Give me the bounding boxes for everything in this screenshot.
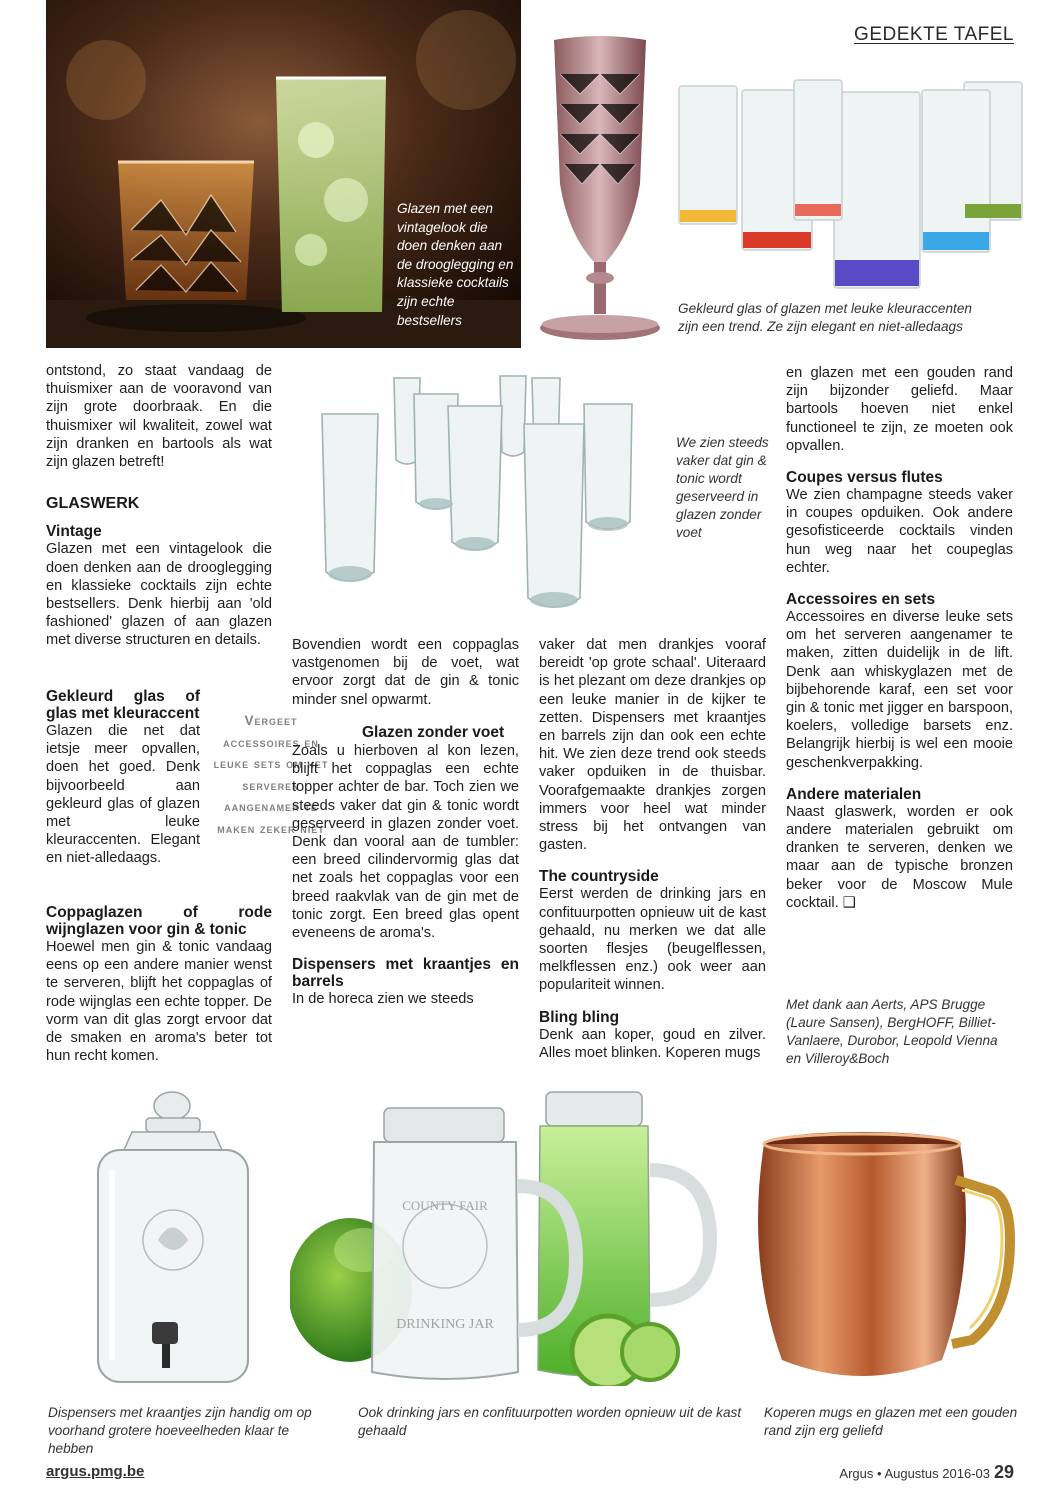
text-column-1c [46, 904, 272, 1065]
col1-gekleurd: Glazen die net dat ietsje meer opvallen, doen het goed. Denk bijvoorbeeld aan gekleurd glas of glazen met leuke kleuraccenten. Elegant en niet-alledaags. [46, 723, 200, 867]
text-column-4 [786, 364, 1013, 912]
caption-dispenser: Dispensers met kraantjes zijn handig om op voorhand grotere hoeveelheden klaar te hebben [48, 1405, 312, 1456]
col4-intro: en glazen met een gouden rand zijn bijzonder geliefd. Maar bartools hoeven niet enkel functioneel te zijn, ze moeten ook opvallen. [786, 365, 1013, 454]
caption-jars: Ook drinking jars en confituurpotten worden opnieuw uit de kast gehaald [358, 1405, 742, 1438]
photo-dispenser [92, 1090, 254, 1386]
footer-publication-name: Argus • Augustus 2016-03 [839, 1466, 990, 1481]
heading-dispensers: Dispensers met kraantjes en barrels [292, 956, 519, 991]
col4-accessoires: Accessoires en diverse leuke sets om het serveren aangenamer te maken, zitten duidelijk in de lift. Denk aan whiskyglazen met de bijbehorende karaf, een set voor gin & tonic met jigger en barspoon, koelers, volledige barsets enz. Belangrijk hierbij is wel een mooie geschenkverpakking. [786, 609, 1013, 771]
text-column-3 [539, 636, 766, 1062]
col4-coupes: We zien champagne steeds vaker in coupes opduiken. Ook andere gesofisticeerde cocktails vinden hun weg naar het coupeglas echter. [786, 487, 1013, 576]
heading-countryside: The countryside [539, 868, 659, 886]
col1-vintage: Glazen met een vintagelook die doen denken aan de drooglegging en klassieke cocktails zijn echte bestsellers. Denk hierbij aan 'old fashioned' glazen of aan glazen met diverse structuren en details. [46, 541, 272, 649]
photo-drinking-jars [290, 1090, 720, 1386]
caption-thanks: Met dank aan Aerts, APS Brugge (Laure Sansen), BergHOFF, Billiet-Vanlaere, Durobor, Leopold Vienna en Villeroy&Boch [786, 997, 998, 1066]
heading-bling: Bling bling [539, 1008, 620, 1026]
photo-copper-mug [752, 1130, 1022, 1392]
col2-zonder-voet: Zoals u hierboven al kon lezen, blijft het coppaglas een echte topper achter de bar. Toch zien we steeds vaker dat gin & tonic wordt geserveerd in glazen zonder voet. Denk dan vooral aan de tumbler: een breed cilindervormig glas dat net zoals het coppaglas voor een breed raakvlak van de gin met de tonic zorgt. Een breed glas opent eveneens de aroma's. [292, 743, 519, 942]
caption-colored-glasses: Gekleurd glas of glazen met leuke kleuraccenten zijn een trend. Ze zijn elegant en niet-alledaags [678, 301, 972, 334]
photo-stemless-glasses [318, 372, 658, 622]
col2-dispensers: In de horeca zien we steeds [292, 991, 474, 1008]
heading-zonder-voet: Glazen zonder voet [362, 724, 505, 741]
col3-intro: vaker dat men drankjes vooraf bereidt 'op grote schaal'. Uiteraard is het plezant om deze drankjes op een leuke manier in de kijker te zetten. Dispensers met kraantjes en barrels zijn dan ook een echte hit. We zien deze trend ook steeds vaker opduiken in de thuisbar. Voorafgemaakte drankjes zorgen immers voor heel wat minder stress bij het ontvangen van gasten. [539, 637, 766, 854]
col1-intro: ontstond, zo staat vandaag de thuismixer aan de vooravond van zijn grote doorbraak. En die thuismixer wil kwaliteit, zowel wat zijn dranken en bartools als wat zijn glazen betreft! [46, 363, 272, 471]
col3-countryside: Eerst werden de drinking jars en confituurpotten opnieuw uit de kast gehaald, nu merken we dat alle soorten flesjes (beugelflessen, melkflessen enz.) ook weer aan populariteit winnen. [539, 886, 766, 994]
heading-gekleurd: Gekleurd glas of glas met kleuraccent [46, 688, 200, 722]
heading-accessoires: Accessoires en sets [786, 591, 936, 609]
heading-andere: Andere materialen [786, 785, 922, 803]
text-column-1 [46, 362, 272, 650]
heading-coppa: Coppaglazen of rode wijnglazen voor gin & tonic [46, 904, 272, 938]
photo-colored-glasses [674, 72, 1026, 292]
heading-glaswerk: GLASWERK [46, 495, 140, 513]
col2-intro: Bovendien wordt een coppaglas vastgenomen bij de voet, wat ervoor zorgt dat de gin & tonic minder snel opwarmt. [292, 637, 519, 708]
caption-vintage-photo: Glazen met een vintagelook die doen denken aan de drooglegging en klassieke cocktails zijn echte bestsellers [397, 201, 514, 328]
section-label: GEDEKTE TAFEL [854, 24, 1014, 45]
col3-bling: Denk aan koper, goud en zilver. Alles moet blinken. Koperen mugs [539, 1026, 766, 1061]
jar-label-bottom: DRINKING JAR [396, 1317, 494, 1332]
text-column-2c [292, 742, 519, 1008]
jar-label-top: COUNTY FAIR [402, 1198, 488, 1213]
page-number: 29 [993, 1462, 1014, 1482]
end-mark-icon: ❑ [842, 894, 856, 911]
footer-website-link[interactable]: argus.pmg.be [46, 1463, 145, 1480]
caption-no-foot-glasses: We zien steeds vaker dat gin & tonic wordt geserveerd in glazen zonder voet [676, 435, 769, 540]
heading-coupes: Coupes versus flutes [786, 469, 943, 487]
pull-quote: Vergeet accessoires en leuke sets om het serveren aangenamer te maken zeker niet [213, 713, 329, 836]
text-column-2 [292, 636, 519, 709]
col1-coppa: Hoewel men gin & tonic vandaag eens op een andere manier wenst te serveren, blijft het coppaglas of rode wijnglas een echte topper. De vorm van dit glas zorgt ervoor dat de smaken en aroma's beter tot hun recht komen. [46, 939, 272, 1065]
col4-andere: Naast glaswerk, worden er ook andere materialen gebruikt om dranken te serveren, denken we maar aan de typische bronzen beker voor de Moscow Mule cocktail. [786, 803, 1013, 911]
text-column-1b [46, 688, 200, 868]
footer-publication [839, 1462, 1014, 1483]
heading-vintage: Vintage [46, 523, 102, 541]
text-column-2b [362, 724, 519, 741]
caption-mugs: Koperen mugs en glazen met een gouden rand zijn erg geliefd [764, 1405, 1018, 1438]
photo-pink-goblet [536, 34, 664, 344]
